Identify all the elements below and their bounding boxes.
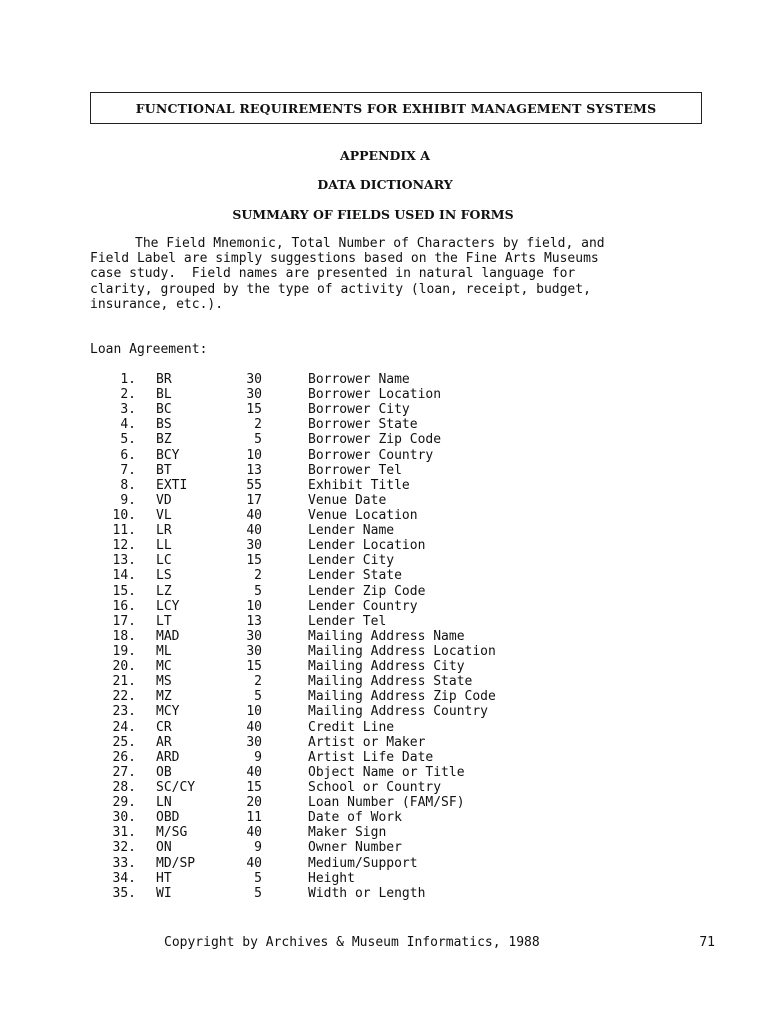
field-label: Borrower State [308, 417, 418, 433]
field-label: Borrower Name [308, 372, 410, 387]
field-label: Artist Life Date [308, 749, 434, 765]
field-char-count: 15 [246, 779, 262, 795]
field-mnemonic: LT [156, 613, 172, 629]
field-row [0, 417, 770, 432]
field-char-count: 30 [246, 387, 262, 403]
field-row [0, 614, 770, 629]
field-mnemonic: MC [156, 659, 172, 675]
field-number: 32. [112, 840, 136, 856]
field-list [0, 372, 770, 901]
field-mnemonic: OBD [156, 810, 180, 826]
field-row [0, 568, 770, 583]
field-char-count: 30 [246, 372, 262, 387]
field-mnemonic: BT [156, 462, 172, 478]
field-row [0, 448, 770, 463]
intro-line: Field Label are simply suggestions based on the Fine Arts Museums [90, 251, 599, 267]
field-char-count: 30 [246, 628, 262, 644]
field-char-count: 5 [254, 432, 262, 448]
field-number: 8. [120, 477, 136, 493]
field-char-count: 9 [254, 749, 262, 765]
field-row [0, 478, 770, 493]
field-mnemonic: LL [156, 538, 172, 554]
field-row [0, 825, 770, 840]
field-label: Lender Tel [308, 613, 387, 629]
field-label: Object Name or Title [308, 764, 465, 780]
field-mnemonic: HT [156, 870, 172, 886]
section-label-loan-agreement: Loan Agreement: [90, 342, 208, 357]
field-char-count: 40 [246, 523, 262, 539]
field-mnemonic: WI [156, 885, 172, 901]
field-row [0, 720, 770, 735]
field-row [0, 584, 770, 599]
field-label: Borrower Zip Code [308, 432, 442, 448]
field-mnemonic: EXTI [156, 477, 188, 493]
field-number: 27. [112, 764, 136, 780]
field-label: Height [308, 870, 355, 886]
field-number: 15. [112, 583, 136, 599]
field-label: Lender City [308, 553, 395, 569]
field-label: Loan Number (FAM/SF) [308, 795, 465, 811]
field-mnemonic: AR [156, 734, 172, 750]
field-label: Artist or Maker [308, 734, 426, 750]
field-row [0, 674, 770, 689]
field-mnemonic: VL [156, 507, 172, 523]
field-mnemonic: OB [156, 764, 172, 780]
field-char-count: 40 [246, 764, 262, 780]
field-number: 25. [112, 734, 136, 750]
field-mnemonic: MCY [156, 704, 180, 720]
field-number: 24. [112, 719, 136, 735]
field-number: 2. [120, 387, 136, 403]
field-mnemonic: MAD [156, 628, 180, 644]
field-mnemonic: ON [156, 840, 172, 856]
field-label: Borrower Country [308, 447, 434, 463]
field-mnemonic: MD/SP [156, 855, 196, 871]
field-char-count: 10 [246, 704, 262, 720]
field-mnemonic: SC/CY [156, 779, 196, 795]
field-label: Mailing Address City [308, 659, 465, 675]
field-row [0, 599, 770, 614]
field-char-count: 11 [246, 810, 262, 826]
field-number: 18. [112, 628, 136, 644]
field-number: 6. [120, 447, 136, 463]
field-number: 3. [120, 402, 136, 418]
field-row [0, 750, 770, 765]
field-char-count: 2 [254, 568, 262, 584]
field-char-count: 40 [246, 855, 262, 871]
field-label: Borrower Location [308, 387, 442, 403]
intro-line: The Field Mnemonic, Total Number of Characters by field, and [135, 236, 605, 251]
field-mnemonic: BZ [156, 432, 172, 448]
field-row [0, 780, 770, 795]
field-row [0, 856, 770, 871]
field-label: Credit Line [308, 719, 395, 735]
field-mnemonic: ARD [156, 749, 180, 765]
field-number: 11. [112, 523, 136, 539]
field-row [0, 644, 770, 659]
field-number: 10. [112, 507, 136, 523]
appendix-heading: APPENDIX A [340, 148, 430, 163]
field-label: School or Country [308, 779, 442, 795]
field-number: 31. [112, 825, 136, 841]
field-label: Lender Name [308, 523, 395, 539]
field-number: 28. [112, 779, 136, 795]
field-mnemonic: BCY [156, 447, 180, 463]
field-char-count: 40 [246, 825, 262, 841]
field-char-count: 15 [246, 659, 262, 675]
field-number: 29. [112, 795, 136, 811]
field-label: Mailing Address Country [308, 704, 489, 720]
field-label: Medium/Support [308, 855, 418, 871]
field-number: 34. [112, 870, 136, 886]
field-number: 35. [112, 885, 136, 901]
header-title: FUNCTIONAL REQUIREMENTS FOR EXHIBIT MANAGEMENT SYSTEMS [135, 100, 657, 116]
field-number: 26. [112, 749, 136, 765]
field-char-count: 2 [254, 417, 262, 433]
field-number: 7. [120, 462, 136, 478]
intro-paragraph [90, 236, 710, 312]
field-char-count: 15 [246, 402, 262, 418]
field-number: 14. [112, 568, 136, 584]
field-label: Date of Work [308, 810, 402, 826]
field-number: 20. [112, 659, 136, 675]
field-char-count: 10 [246, 447, 262, 463]
field-label: Lender Country [308, 598, 418, 614]
field-label: Mailing Address Name [308, 628, 465, 644]
field-number: 17. [112, 613, 136, 629]
field-char-count: 30 [246, 643, 262, 659]
field-row [0, 402, 770, 417]
header-title-box [90, 92, 702, 124]
field-number: 30. [112, 810, 136, 826]
field-mnemonic: LS [156, 568, 172, 584]
field-label: Mailing Address State [308, 674, 473, 690]
field-number: 22. [112, 689, 136, 705]
field-label: Exhibit Title [308, 477, 410, 493]
field-char-count: 2 [254, 674, 262, 690]
field-mnemonic: BC [156, 402, 172, 418]
field-number: 13. [112, 553, 136, 569]
field-mnemonic: BL [156, 387, 172, 403]
field-char-count: 40 [246, 719, 262, 735]
field-mnemonic: BR [156, 372, 172, 387]
field-char-count: 17 [246, 492, 262, 508]
field-row [0, 659, 770, 674]
field-char-count: 5 [254, 689, 262, 705]
field-row [0, 463, 770, 478]
field-row [0, 493, 770, 508]
field-char-count: 13 [246, 613, 262, 629]
field-mnemonic: LCY [156, 598, 180, 614]
field-char-count: 30 [246, 538, 262, 554]
field-char-count: 5 [254, 583, 262, 599]
field-mnemonic: ML [156, 643, 172, 659]
field-mnemonic: MZ [156, 689, 172, 705]
field-mnemonic: VD [156, 492, 172, 508]
field-char-count: 13 [246, 462, 262, 478]
field-row [0, 840, 770, 855]
field-row [0, 765, 770, 780]
field-row [0, 432, 770, 447]
field-number: 9. [120, 492, 136, 508]
intro-line: clarity, grouped by the type of activity (loan, receipt, budget, [90, 281, 591, 297]
field-label: Width or Length [308, 885, 426, 901]
field-number: 5. [120, 432, 136, 448]
field-number: 33. [112, 855, 136, 871]
field-row [0, 629, 770, 644]
field-row [0, 523, 770, 538]
field-row [0, 810, 770, 825]
field-number: 21. [112, 674, 136, 690]
field-number: 12. [112, 538, 136, 554]
field-number: 16. [112, 598, 136, 614]
field-row [0, 372, 770, 387]
field-label: Venue Location [308, 507, 418, 523]
field-row [0, 538, 770, 553]
field-label: Borrower City [308, 402, 410, 418]
field-char-count: 10 [246, 598, 262, 614]
field-mnemonic: MS [156, 674, 172, 690]
field-char-count: 55 [246, 477, 262, 493]
field-char-count: 9 [254, 840, 262, 856]
field-row [0, 886, 770, 901]
field-mnemonic: BS [156, 417, 172, 433]
field-row [0, 689, 770, 704]
field-number: 4. [120, 417, 136, 433]
field-row [0, 387, 770, 402]
field-label: Maker Sign [308, 825, 387, 841]
field-row [0, 508, 770, 523]
field-char-count: 15 [246, 553, 262, 569]
field-mnemonic: CR [156, 719, 172, 735]
field-number: 1. [120, 372, 136, 387]
intro-line: case study. Field names are presented in natural language for [90, 266, 576, 282]
field-char-count: 20 [246, 795, 262, 811]
footer-copyright: Copyright by Archives & Museum Informatics, 1988 [164, 935, 540, 950]
field-label: Owner Number [308, 840, 402, 856]
field-number: 23. [112, 704, 136, 720]
field-row [0, 553, 770, 568]
field-label: Mailing Address Location [308, 643, 496, 659]
field-row [0, 871, 770, 886]
field-label: Mailing Address Zip Code [308, 689, 496, 705]
summary-heading: SUMMARY OF FIELDS USED IN FORMS [232, 207, 514, 222]
field-row [0, 704, 770, 719]
field-row [0, 795, 770, 810]
field-mnemonic: LN [156, 795, 172, 811]
field-char-count: 40 [246, 507, 262, 523]
field-label: Lender State [308, 568, 402, 584]
field-mnemonic: LR [156, 523, 172, 539]
field-label: Lender Location [308, 538, 426, 554]
field-label: Venue Date [308, 492, 387, 508]
field-mnemonic: LC [156, 553, 172, 569]
field-char-count: 5 [254, 885, 262, 901]
field-char-count: 30 [246, 734, 262, 750]
field-label: Borrower Tel [308, 462, 402, 478]
page-number: 71 [699, 935, 715, 950]
field-row [0, 735, 770, 750]
field-mnemonic: M/SG [156, 825, 188, 841]
field-char-count: 5 [254, 870, 262, 886]
data-dictionary-heading: DATA DICTIONARY [317, 177, 453, 192]
field-label: Lender Zip Code [308, 583, 426, 599]
field-number: 19. [112, 643, 136, 659]
intro-line: insurance, etc.). [90, 296, 224, 312]
field-mnemonic: LZ [156, 583, 172, 599]
